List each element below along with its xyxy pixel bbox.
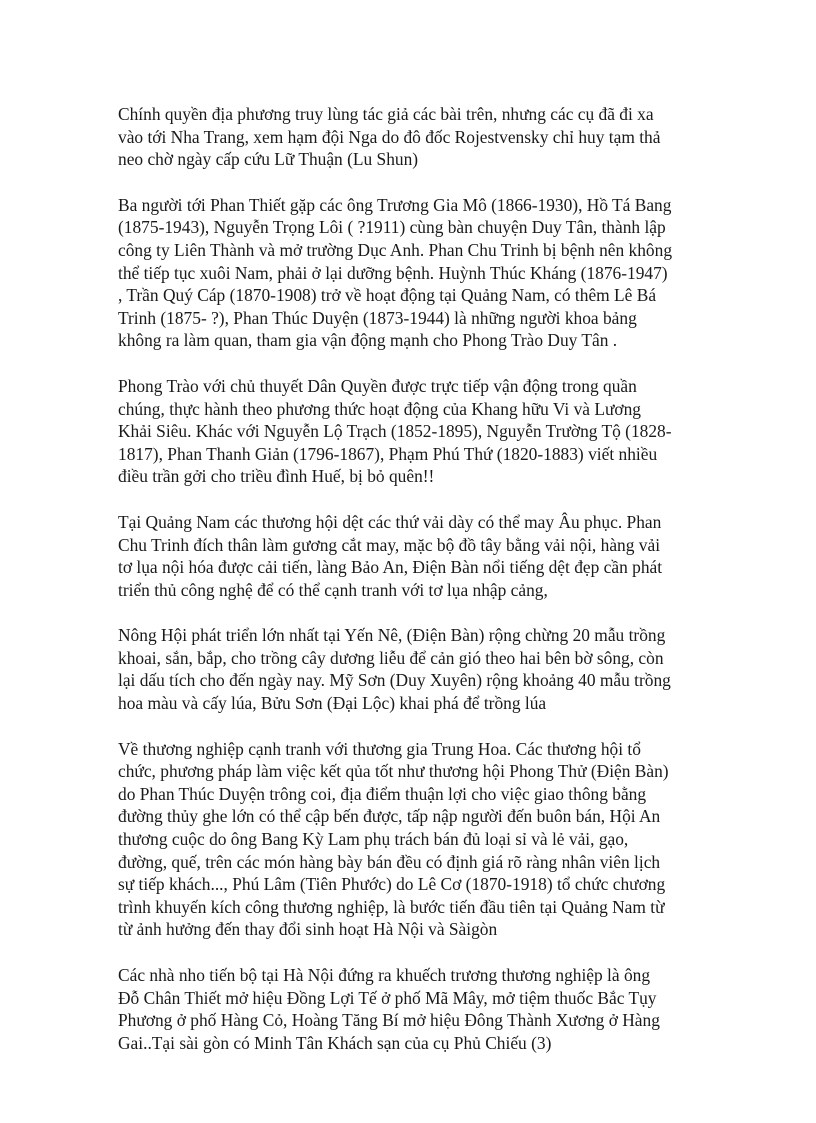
paragraph-3: Phong Trào với chủ thuyết Dân Quyền được trực tiếp vận động trong quần chúng, thực hành theo phương thức hoạt động của Khang hữu Vi và Lương Khải Siêu. Khác với Nguyễn Lộ Trạch (1852-1895), Nguyễn Trường Tộ (1828- 1817), Phan Thanh Giản (1796-1867), Phạm Phú Thứ (1820-1883) viết nhiều điều trần gởi cho triều đình Huế, bị bỏ quên!! (118, 375, 672, 487)
paragraph-6: Về thương nghiệp cạnh tranh với thương gia Trung Hoa. Các thương hội tổ chức, phương pháp làm việc kết qủa tốt như thương hội Phong Thử (Điện Bàn) do Phan Thúc Duyện trông coi, địa điểm thuận lợi cho việc giao thông bằng đường thủy ghe lớn có thể cập bến được, tấp nập người đến buôn bán, Hội An thương cuộc do ông Bang Kỳ Lam phụ trách bán đủ loại sỉ và lẻ vải, gạo, đường, quế, trên các món hàng bày bán đều có định giá rõ ràng nhân viên lịch sự tiếp khách..., Phú Lâm (Tiên Phước) do Lê Cơ (1870-1918) tổ chức chương trình khuyến kích công thương nghiệp, là bước tiến đầu tiên tại Quảng Nam từ từ ảnh hưởng đến thay đổi sinh hoạt Hà Nội và Sàigòn (118, 738, 669, 940)
paragraph-1: Chính quyền địa phương truy lùng tác giả các bài trên, nhưng các cụ đã đi xa vào tới Nha Trang, xem hạm đội Nga do đô đốc Rojestvensky chỉ huy tạm thả neo chờ ngày cấp cứu Lữ Thuận (Lu Shun) (118, 104, 661, 170)
paragraph-4: Tại Quảng Nam các thương hội dệt các thứ vải dày có thể may Âu phục. Phan Chu Trinh đích thân làm gương cắt may, mặc bộ đồ tây bằng vải nội, hàng vải tơ lụa nội hóa được cải tiến, làng Bảo An, Điện Bàn nổi tiếng dệt đẹp cần phát triển thủ công nghệ để có thể cạnh tranh với tơ lụa nhập cảng, (118, 511, 663, 600)
body-text (118, 103, 702, 1077)
paragraph-5: Nông Hội phát triển lớn nhất tại Yến Nê, (Điện Bàn) rộng chừng 20 mẫu trồng khoai, sắn, bắp, cho trồng cây dương liễu để cản gió theo hai bên bờ sông, còn lại dấu tích cho đến ngày nay. Mỹ Sơn (Duy Xuyên) rộng khoảng 40 mẫu trồng hoa màu và cấy lúa, Bửu Sơn (Đại Lộc) khai phá để trồng lúa (118, 625, 671, 714)
paragraph-7: Các nhà nho tiến bộ tại Hà Nội đứng ra khuếch trương thương nghiệp là ông Đỗ Chân Thiết mở hiệu Đồng Lợi Tế ở phố Mã Mây, mở tiệm thuốc Bắc Tụy Phương ở phố Hàng Cỏ, Hoàng Tăng Bí mở hiệu Đông Thành Xương ở Hàng Gai..Tại sài gòn có Minh Tân Khách sạn của cụ Phủ Chiếu (3) (118, 965, 660, 1053)
paragraph-2: Ba người tới Phan Thiết gặp các ông Trương Gia Mô (1866-1930), Hồ Tá Bang (1875-1943), Nguyễn Trọng Lôi ( ?1911) cùng bàn chuyện Duy Tân, thành lập công ty Liên Thành và mở trường Dục Anh. Phan Chu Trinh bị bệnh nên không thể tiếp tục xuôi Nam, phải ở lại dưỡng bệnh. Huỳnh Thúc Kháng (1876-1947) , Trần Quý Cáp (1870-1908) trở về hoạt động tại Quảng Nam, có thêm Lê Bá Trinh (1875- ?), Phan Thúc Duyện (1873-1944) là những người khoa bảng không ra làm quan, tham gia vận động mạnh cho Phong Trào Duy Tân . (118, 194, 673, 351)
